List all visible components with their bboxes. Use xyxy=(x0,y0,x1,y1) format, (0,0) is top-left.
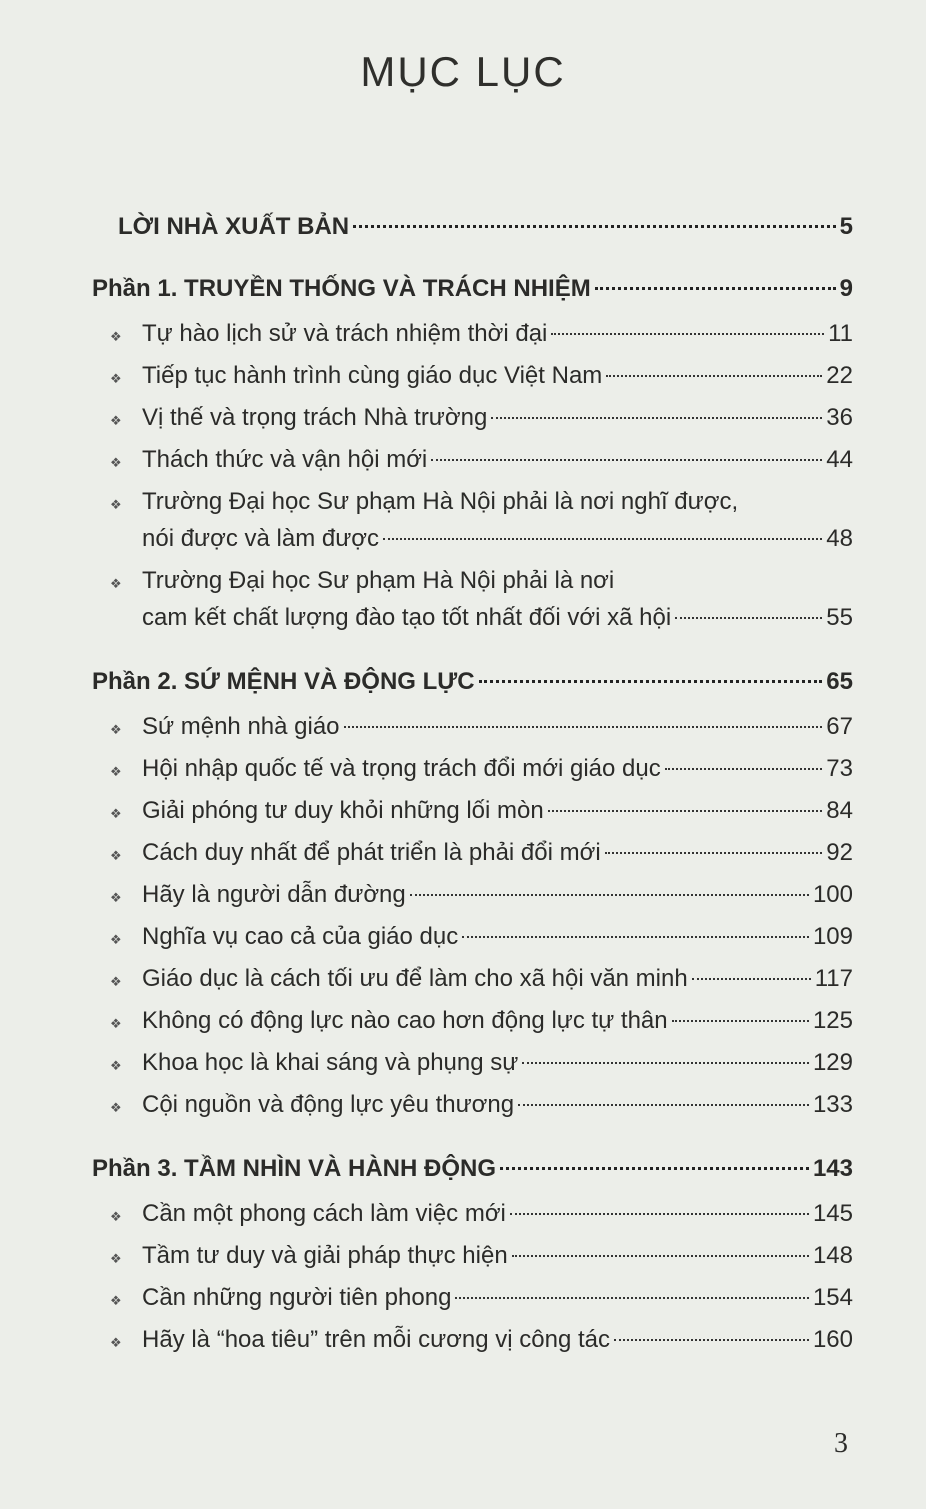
toc-entry xyxy=(110,1042,853,1084)
toc-entry xyxy=(110,832,853,874)
entry-title: Cần một phong cách làm việc mới xyxy=(142,1200,506,1227)
entry-page: 143 xyxy=(812,1155,853,1182)
bullet-icon: ❖ xyxy=(110,764,122,779)
toc-entry xyxy=(110,1193,853,1235)
dot-leader xyxy=(383,538,822,540)
toc-entry xyxy=(110,706,853,748)
entry-title: LỜI NHÀ XUẤT BẢN xyxy=(118,213,350,240)
entry-page: 73 xyxy=(826,755,853,782)
entry-title: Phần 1. TRUYỀN THỐNG VÀ TRÁCH NHIỆM xyxy=(92,275,591,302)
dot-leader xyxy=(522,1062,809,1064)
dot-leader xyxy=(353,225,836,228)
toc-entry xyxy=(110,790,853,832)
toc-heading xyxy=(92,661,853,703)
dot-leader xyxy=(344,726,823,728)
bullet-icon: ❖ xyxy=(110,576,122,591)
dot-leader xyxy=(455,1297,809,1299)
toc-entry xyxy=(110,1084,853,1126)
entry-page: 11 xyxy=(828,320,853,347)
bullet-icon: ❖ xyxy=(110,455,122,470)
bullet-icon: ❖ xyxy=(110,1209,122,1224)
bullet-icon: ❖ xyxy=(110,932,122,947)
toc-entry xyxy=(110,439,853,481)
dot-leader xyxy=(548,810,823,812)
dot-leader xyxy=(614,1339,809,1341)
dot-leader xyxy=(500,1167,809,1170)
entry-title: Trường Đại học Sư phạm Hà Nội phải là nơi xyxy=(142,567,615,594)
entry-page: 125 xyxy=(812,1007,853,1034)
bullet-icon: ❖ xyxy=(110,722,122,737)
entry-title: Tầm tư duy và giải pháp thực hiện xyxy=(142,1242,508,1269)
entry-page: 117 xyxy=(814,965,853,992)
toc-entry xyxy=(110,1277,853,1319)
toc-heading xyxy=(92,268,853,310)
toc-entry xyxy=(110,518,853,560)
bullet-icon: ❖ xyxy=(110,1251,122,1266)
toc-entry xyxy=(110,1235,853,1277)
dot-leader xyxy=(512,1255,809,1257)
entry-page: 67 xyxy=(826,713,853,740)
toc-heading xyxy=(92,1148,853,1190)
entry-page: 133 xyxy=(812,1091,853,1118)
entry-page: 145 xyxy=(812,1200,853,1227)
toc-entry xyxy=(110,597,853,639)
toc-entry xyxy=(110,560,853,602)
bullet-icon: ❖ xyxy=(110,329,122,344)
entry-page: 48 xyxy=(826,525,853,552)
dot-leader xyxy=(479,680,823,683)
dot-leader xyxy=(551,333,824,335)
entry-title: Hãy là “hoa tiêu” trên mỗi cương vị công tác xyxy=(142,1326,611,1353)
entry-title: Tự hào lịch sử và trách nhiệm thời đại xyxy=(142,320,548,347)
entry-title: Sứ mệnh nhà giáo xyxy=(142,713,340,740)
page-title: MỤC LỤC xyxy=(360,48,566,95)
dot-leader xyxy=(431,459,822,461)
dot-leader xyxy=(510,1213,809,1215)
bullet-icon: ❖ xyxy=(110,848,122,863)
entry-page: 109 xyxy=(812,923,853,950)
entry-page: 22 xyxy=(826,362,853,389)
dot-leader xyxy=(462,936,809,938)
entry-page: 44 xyxy=(826,446,853,473)
bullet-icon: ❖ xyxy=(110,371,122,386)
bullet-icon: ❖ xyxy=(110,806,122,821)
entry-title: Phần 2. SỨ MỆNH VÀ ĐỘNG LỰC xyxy=(92,668,475,695)
entry-page: 5 xyxy=(839,213,853,240)
toc-entry xyxy=(110,397,853,439)
entry-page: 160 xyxy=(812,1326,853,1353)
entry-title: Trường Đại học Sư phạm Hà Nội phải là nơi nghĩ được, xyxy=(142,488,739,515)
entry-title: Cần những người tiên phong xyxy=(142,1284,452,1311)
entry-page: 154 xyxy=(812,1284,853,1311)
entry-title-continued: cam kết chất lượng đào tạo tốt nhất đối với xã hội xyxy=(142,604,672,631)
toc-heading xyxy=(118,206,853,248)
entry-page: 9 xyxy=(839,275,853,302)
entry-page: 148 xyxy=(812,1242,853,1269)
entry-title: Hãy là người dẫn đường xyxy=(142,881,406,908)
entry-title: Nghĩa vụ cao cả của giáo dục xyxy=(142,923,459,950)
toc-entry xyxy=(110,1000,853,1042)
entry-page: 36 xyxy=(826,404,853,431)
dot-leader xyxy=(606,375,822,377)
toc-entry xyxy=(110,1319,853,1361)
toc-entry xyxy=(110,355,853,397)
bullet-icon: ❖ xyxy=(110,890,122,905)
entry-title: Vị thế và trọng trách Nhà trường xyxy=(142,404,488,431)
dot-leader xyxy=(595,287,836,290)
dot-leader xyxy=(491,417,822,419)
toc-entry xyxy=(110,958,853,1000)
toc-entry xyxy=(110,874,853,916)
bullet-icon: ❖ xyxy=(110,1058,122,1073)
toc-entry xyxy=(110,916,853,958)
entry-title-continued: nói được và làm được xyxy=(142,525,380,552)
entry-page: 100 xyxy=(812,881,853,908)
dot-leader xyxy=(692,978,811,980)
bullet-icon: ❖ xyxy=(110,974,122,989)
dot-leader xyxy=(675,617,822,619)
dot-leader xyxy=(605,852,823,854)
entry-page: 55 xyxy=(826,604,853,631)
entry-title: Không có động lực nào cao hơn động lực tự thân xyxy=(142,1007,668,1034)
entry-title: Giải phóng tư duy khỏi những lối mòn xyxy=(142,797,544,824)
dot-leader xyxy=(410,894,809,896)
entry-title: Hội nhập quốc tế và trọng trách đổi mới giáo dục xyxy=(142,755,661,782)
toc-entry xyxy=(110,481,853,523)
entry-page: 84 xyxy=(826,797,853,824)
toc-entry xyxy=(110,748,853,790)
bullet-icon: ❖ xyxy=(110,497,122,512)
toc-entry xyxy=(110,313,853,355)
bullet-icon: ❖ xyxy=(110,413,122,428)
entry-page: 65 xyxy=(826,668,853,695)
bullet-icon: ❖ xyxy=(110,1293,122,1308)
dot-leader xyxy=(672,1020,809,1022)
bullet-icon: ❖ xyxy=(110,1016,122,1031)
entry-page: 129 xyxy=(812,1049,853,1076)
entry-title: Cách duy nhất để phát triển là phải đổi mới xyxy=(142,839,601,866)
dot-leader xyxy=(665,768,823,770)
bullet-icon: ❖ xyxy=(110,1100,122,1115)
entry-page: 92 xyxy=(826,839,853,866)
bullet-icon: ❖ xyxy=(110,1335,122,1350)
entry-title: Cội nguồn và động lực yêu thương xyxy=(142,1091,515,1118)
entry-title: Thách thức và vận hội mới xyxy=(142,446,428,473)
entry-title: Khoa học là khai sáng và phụng sự xyxy=(142,1049,519,1076)
entry-title: Tiếp tục hành trình cùng giáo dục Việt Nam xyxy=(142,362,603,389)
page-number: 3 xyxy=(834,1428,848,1459)
dot-leader xyxy=(518,1104,809,1106)
entry-title: Phần 3. TẦM NHÌN VÀ HÀNH ĐỘNG xyxy=(92,1155,497,1182)
entry-title: Giáo dục là cách tối ưu để làm cho xã hội văn minh xyxy=(142,965,688,992)
